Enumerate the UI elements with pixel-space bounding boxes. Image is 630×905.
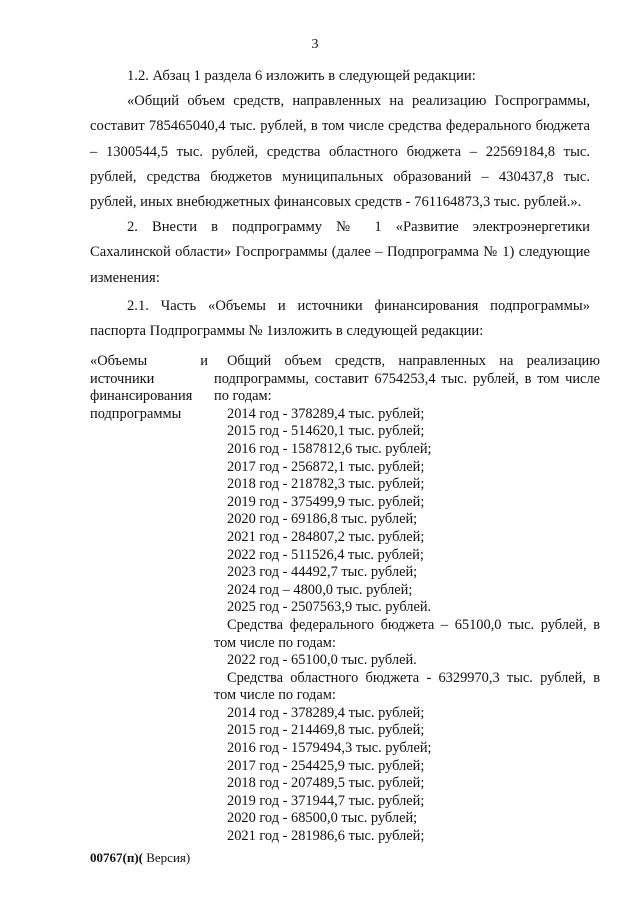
label-line-3: финансирования [90,388,193,405]
label-line-2: источники [90,370,155,387]
document-version: Версия) [142,850,191,865]
year-line: 2022 год - 511526,4 тыс. рублей; [227,546,424,563]
federal-years-list [214,652,600,670]
year-line: 2018 год - 218782,3 тыс. рублей; [227,476,425,493]
year-line: 2017 год - 256872,1 тыс. рублей; [227,458,425,475]
year-line: 2025 год - 2507563,9 тыс. рублей. [227,599,432,616]
year-line: 2018 год - 207489,5 тыс. рублей; [227,775,425,792]
document-body [90,64,590,344]
federal-intro: Средства федерального бюджета – 65100,0 тыс. рублей, в том числе по годам: [214,616,600,651]
year-line: 2014 год - 378289,4 тыс. рублей; [227,704,425,721]
total-intro: Общий объем средств, направленных на реализацию подпрограммы, составит 6754253,4 тыс. рублей, в том числе по годам: [214,353,600,405]
paragraph-1-2: 1.2. Абзац 1 раздела 6 изложить в следующей редакции: [127,68,476,84]
regional-years-list [214,705,600,846]
total-years-list [214,406,600,617]
label-line-4: подпрограммы [90,405,182,422]
year-line: 2020 год - 69186,8 тыс. рублей; [227,511,418,528]
year-line: 2022 год - 65100,0 тыс. рублей. [227,652,417,669]
year-line: 2019 год - 371944,7 тыс. рублей; [227,792,425,809]
year-line: 2015 год - 214469,8 тыс. рублей; [227,722,425,739]
paragraph-quote-total: «Общий объем средств, направленных на реализацию Госпрограммы, составит 785465040,4 тыс. рублей, в том числе средства федерального бюджета – 1300544,5 тыс. рублей, средства областного бюджета – 22569184,8 тыс. рублей, средства бюджетов муниципальных образований – 430437,8 тыс. рублей, иных внебюджетных финансовых средств - 761164873,3 тыс. рублей.». [90,93,590,211]
year-line: 2014 год - 378289,4 тыс. рублей; [227,405,425,422]
paragraph-2: 2. Внести в подпрограмму № 1 «Развитие электроэнергетики Сахалинской области» Госпрограммы (далее – Подпрограмма № 1) следующие изменения: [90,219,590,286]
year-line: 2020 год - 68500,0 тыс. рублей; [227,810,418,827]
year-line: 2016 год - 1579494,3 тыс. рублей; [227,740,432,757]
table-left-label [90,353,208,423]
year-line: 2021 год - 284807,2 тыс. рублей; [227,528,425,545]
paragraph-2-1: 2.1. Часть «Объемы и источники финансирования подпрограммы» паспорта Подпрограммы № 1изложить в следующей редакции: [90,297,590,340]
regional-intro: Средства областного бюджета - 6329970,3 тыс. рублей, в том числе по годам: [214,669,600,704]
page-number: 3 [311,37,319,52]
year-line: 2017 год - 254425,9 тыс. рублей; [227,757,425,774]
table-right-content [214,353,600,846]
label-line-1: «Объемы и [90,353,208,369]
document-code: 00767(п)( [90,850,143,865]
document-footer [90,850,190,866]
year-line: 2019 год - 375499,9 тыс. рублей; [227,493,425,510]
year-line: 2024 год – 4800,0 тыс. рублей; [227,581,413,598]
year-line: 2023 год - 44492,7 тыс. рублей; [227,564,418,581]
year-line: 2016 год - 1587812,6 тыс. рублей; [227,440,432,457]
year-line: 2015 год - 514620,1 тыс. рублей; [227,423,425,440]
year-line: 2021 год - 281986,6 тыс. рублей; [227,828,425,845]
